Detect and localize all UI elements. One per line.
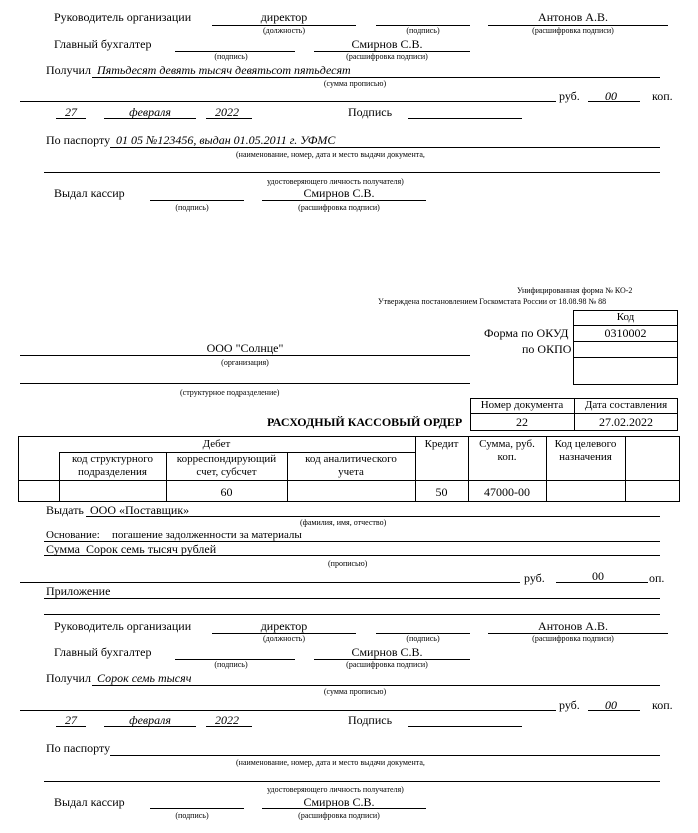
doc-date: 27.02.2022 — [599, 415, 653, 429]
passport-label-2: По паспорту — [46, 741, 111, 755]
decoding-caption: (расшифровка подписи) — [532, 26, 614, 35]
kop-label: коп. — [652, 89, 673, 103]
accountant-decoding-caption-2: (расшифровка подписи) — [346, 660, 428, 669]
doc-number: 22 — [516, 415, 528, 429]
issue-to-value: ООО «Поставщик» — [90, 503, 190, 517]
rub-label: руб. — [559, 89, 580, 103]
cashier-name: Смирнов С.В. — [303, 186, 375, 200]
kop-value-3: 00 — [605, 698, 617, 712]
words-caption-2: (прописью) — [328, 559, 368, 568]
cashier-label-2: Выдал кассир — [54, 795, 125, 809]
cashier-signature-caption-2: (подпись) — [175, 811, 209, 820]
organization-name: ООО "Солнце" — [206, 341, 284, 355]
credit-header: Кредит — [424, 438, 459, 450]
approval-label: Утверждена постановлением Госкомстата России от 18.08.98 № 88 — [378, 297, 607, 306]
date-month: февраля — [129, 105, 171, 119]
position-caption: (должность) — [263, 26, 305, 35]
attachment-label: Приложение — [46, 584, 111, 598]
row-credit: 50 — [435, 485, 448, 499]
words-caption: (сумма прописью) — [323, 79, 387, 88]
issue-label: Выдать — [46, 503, 84, 517]
signature-label-2: Подпись — [348, 713, 393, 727]
cashier-label: Выдал кассир — [54, 186, 125, 200]
sum-words-value: Сорок семь тысяч рублей — [86, 542, 217, 556]
date-day: 27 — [65, 105, 77, 119]
received-amount-words: Пятьдесят девять тысяч девятьсот пятьдесят — [97, 63, 351, 77]
signature-caption-2: (подпись) — [406, 634, 440, 643]
cashier-decoding-caption: (расшифровка подписи) — [298, 203, 380, 212]
row-sum: 47000-00 — [484, 485, 530, 499]
document-caption-4: удостоверяющего личность получателя) — [267, 785, 404, 794]
head-position: директор — [260, 10, 308, 24]
head-label: Руководитель организации — [54, 10, 192, 24]
cashier-decoding-caption-2: (расшифровка подписи) — [298, 811, 380, 820]
analytic-code-header-1: код аналитического — [305, 453, 397, 465]
signature-caption: (подпись) — [406, 26, 440, 35]
date-year: 2022 — [215, 105, 239, 119]
basis-label: Основание: — [46, 529, 100, 541]
passport-label: По паспорту — [46, 133, 111, 147]
debit-header: Дебет — [202, 438, 231, 450]
sum-label: Сумма — [46, 542, 80, 556]
okpo-label: по ОКПО — [522, 342, 572, 356]
target-code-header-1: Код целевого — [554, 438, 617, 450]
dept-code-header-2: подразделения — [78, 466, 147, 478]
accountant-decoding-caption: (расшифровка подписи) — [346, 52, 428, 61]
date-day-2: 27 — [65, 713, 77, 727]
fio-caption: (фамилия, имя, отчество) — [300, 518, 387, 527]
kop-label-3: коп. — [652, 698, 673, 712]
dept-code-header-1: код структурного — [72, 453, 153, 465]
document-title: РАСХОДНЫЙ КАССОВЫЙ ОРДЕР — [267, 415, 463, 429]
head-name-2: Антонов А.В. — [538, 619, 608, 633]
received-amount-words-2: Сорок семь тысяч — [97, 671, 192, 685]
date-month-2: февраля — [129, 713, 171, 727]
doc-number-header: Номер документа — [480, 399, 564, 411]
cashier-name-2: Смирнов С.В. — [303, 795, 375, 809]
target-code-header-2: назначения — [559, 451, 612, 463]
corr-account-header-2: счет, субсчет — [196, 466, 257, 478]
received-label: Получил — [46, 63, 91, 77]
sum-header-2: коп. — [497, 451, 517, 463]
okud-label: Форма по ОКУД — [484, 326, 569, 340]
rub-label-2: руб. — [524, 571, 545, 585]
accountant-signature-caption: (подпись) — [214, 52, 248, 61]
accountant-name-2: Смирнов С.В. — [351, 645, 423, 659]
date-year-2: 2022 — [215, 713, 239, 727]
head-position-2: директор — [260, 619, 308, 633]
kop-value: 00 — [605, 89, 617, 103]
words-caption-3: (сумма прописью) — [323, 687, 387, 696]
kop-value-2: 00 — [592, 569, 604, 583]
document-caption-3: (наименование, номер, дата и место выдачи документа, — [236, 758, 425, 767]
basis-value: погашение задолженности за материалы — [112, 529, 302, 541]
sum-header-1: Сумма, руб. — [479, 438, 535, 450]
cashier-signature-caption: (подпись) — [175, 203, 209, 212]
row-corr-account: 60 — [220, 485, 233, 499]
doc-date-header: Дата составления — [584, 399, 668, 411]
document-caption: (наименование, номер, дата и место выдачи документа, — [236, 150, 425, 159]
accountant-label: Главный бухгалтер — [54, 37, 152, 51]
code-header: Код — [616, 311, 635, 323]
head-label-2: Руководитель организации — [54, 619, 192, 633]
accountant-name: Смирнов С.В. — [351, 37, 423, 51]
rub-label-3: руб. — [559, 698, 580, 712]
analytic-code-header-2: учета — [338, 466, 364, 478]
accountant-label-2: Главный бухгалтер — [54, 645, 152, 659]
department-caption: (структурное подразделение) — [180, 388, 280, 397]
position-caption-2: (должность) — [263, 634, 305, 643]
organization-caption: (организация) — [221, 358, 269, 367]
decoding-caption-2: (расшифровка подписи) — [532, 634, 614, 643]
signature-label: Подпись — [348, 105, 393, 119]
unified-form-label: Унифицированная форма № КО-2 — [517, 286, 633, 295]
head-name: Антонов А.В. — [538, 10, 608, 24]
kop-label-2: оп. — [649, 571, 665, 585]
accountant-signature-caption-2: (подпись) — [214, 660, 248, 669]
okud-value: 0310002 — [604, 326, 647, 340]
corr-account-header-1: корреспондирующий — [176, 453, 277, 465]
passport-value: 01 05 №123456, выдан 01.05.2011 г. УФМС — [116, 133, 336, 147]
received-label-2: Получил — [46, 671, 91, 685]
document-caption-2: удостоверяющего личность получателя) — [267, 177, 404, 186]
